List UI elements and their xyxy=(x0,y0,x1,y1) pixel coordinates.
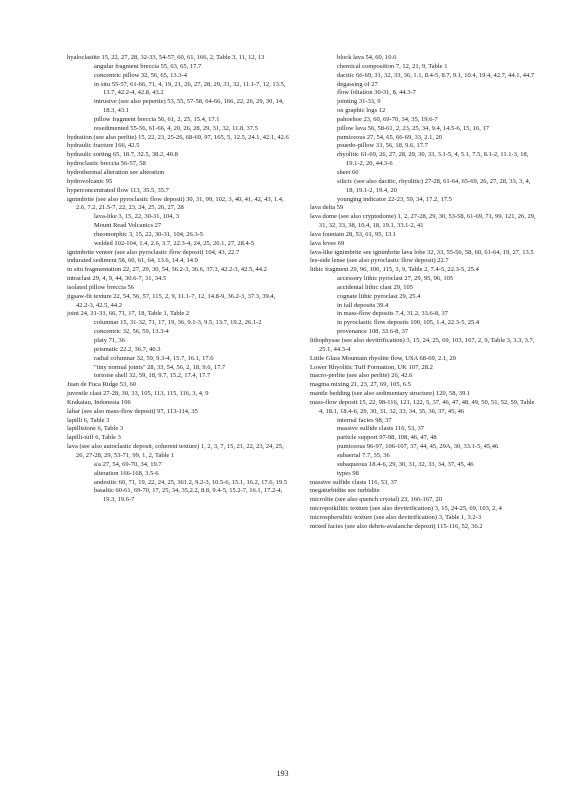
index-subentry: cognate lithic pyroclast 29, 25.4 xyxy=(337,292,421,300)
index-entry: hydrovolcanic 95 xyxy=(67,177,113,185)
index-subentry: a'a 27, 54, 69-70, 34, 19.7 xyxy=(94,460,162,468)
index-entry: ignimbrite (see also pyroclastic flow deposit) 30, 31, 99, 102, 3, 40, 41, 42, 43, 1.4, 2.6, 7.2, 21.5-7, 22, 23, 24, 25, 26, 27, 28 xyxy=(67,195,284,212)
index-entry: mantle bedding (see also sedimentary structure) 120, 58, 39.1 xyxy=(310,390,471,398)
index-subentry: columnar 15, 31-32, 71, 17, 19, 36, 9.1-3, 9.5, 13.7, 19.2, 26.1-2 xyxy=(94,319,262,327)
index-subentry: degassing of 27 xyxy=(337,80,378,88)
index-subentry: pillow fragment breccia 56, 61, 2, 25, 15.4, 17.1 xyxy=(94,115,220,123)
index-subentry: flow foliation 30-31, 8, 44.3-7 xyxy=(337,89,416,97)
index-entry: hydrothermal alteration see alteration xyxy=(67,168,165,176)
index-subentry: rhyolitic 61-69, 26, 27, 28, 29, 30, 33, 3.1-5, 4, 5.1, 7.5, 8.1-2, 11.1-3, 18, 19.1-2, 20, 44.3-6 xyxy=(337,151,529,168)
index-subentry: particle support 97-98, 108, 46, 47, 48 xyxy=(337,434,437,442)
index-entry: megaturbidite see turbidite xyxy=(310,487,380,495)
index-entry: hydraulic fracture 166, 42.5 xyxy=(67,142,140,150)
index-subentry: silicic (see also dacitic, rhyolitic) 27-28, 61-64, 65-69, 26, 27, 28, 33, 3, 4, 18, 19.1-2, 19.4, 20 xyxy=(337,177,531,194)
index-subentry: accessory lithic pyroclast 27, 29, 95, 96, 105 xyxy=(337,275,454,283)
index-subentry: subaerial 7.7, 35, 36 xyxy=(337,451,390,459)
index-subentry: platy 71, 36 xyxy=(94,337,125,344)
index-subentry: block lava 54, 60, 10.6 xyxy=(337,54,397,61)
index-entry: lava-like ignimbrite see ignimbrite lava lobe 32, 33, 55-56, 58, 60, 61-64, 19, 27, 13.5 xyxy=(310,248,534,256)
index-column-left xyxy=(67,54,290,505)
index-entry: jigsaw-fit texture 22, 54, 56, 57, 115, 2, 9, 11.1-7, 12, 14.8-9, 36.2-3, 37.3, 39.4, 42.2-3, 42.5, 44.2 xyxy=(67,292,276,309)
index-entry: magma mixing 21, 23, 27, 69, 105, 6.5 xyxy=(310,381,411,389)
index-subentry: jointing 31-33, 9 xyxy=(337,98,381,106)
index-subentry: radial columnar 32, 59, 9.3-4, 15.7, 16.1, 17.6 xyxy=(94,354,214,362)
index-entry: lapilli 6, Table 3 xyxy=(67,416,110,424)
index-subentry: "tiny normal joints" 28, 33, 54, 56, 2, 18, 9.6, 17.7 xyxy=(94,363,226,371)
index-subentry: prismatic 22.2, 36.7, 40.3 xyxy=(94,345,161,353)
index-entry: lithic fragment 29, 96, 100, 115, 3, 9, Table 2, 7.4-5, 22.3-5, 25.4 xyxy=(310,266,479,274)
index-subentry: massive sulfide clasts 116, 53, 37 xyxy=(337,425,424,433)
index-entry: hydraulic sorting 65, 18.7, 32.5, 38.2, 40.8 xyxy=(67,151,178,159)
index-entry: lava dome (see also cryptodome) 1, 2, 27-28, 29, 30, 53-58, 61-69, 71, 99, 121, 26, 29, 31, 32, 33, 38, 10.4, 18, 19.1, 33.1-2, 41 xyxy=(310,213,536,230)
index-entry: Little Glass Mountain rhyolite flow, USA 68-69, 2.1, 20 xyxy=(310,354,456,362)
index-subentry: in pyroclastic flow deposits 100, 105, 1.4, 22.3-5, 25.4 xyxy=(337,319,480,327)
index-entry: hydroclastic breccia 56-57, 58 xyxy=(67,160,146,168)
index-entry: lava (see also autoclastic deposit, coherent texture) 1, 2, 3, 7, 15, 21, 22, 23, 24, 25, 26, 27-28, 29, 53-71, 99, 1, 2, Table 1 xyxy=(67,443,284,459)
index-subentry: pumiceous 27, 54, 65, 66-69, 33, 2.1, 20 xyxy=(337,133,443,141)
index-entry: lahar (see also mass-flow deposit) 97, 113-114, 35 xyxy=(67,407,198,415)
index-subentry: rheomorphic 3, 15, 22, 30-31, 104, 26.3-5 xyxy=(94,230,204,238)
index-subentry: younging indicator 22-23, 59, 34, 17.2, 17.5 xyxy=(337,195,452,203)
index-subentry: internal facies 98, 37 xyxy=(337,416,392,424)
index-entry: massive sulfide clasts 116, 53, 37 xyxy=(310,478,397,486)
index-entry: ignimbrite veneer (see also pyroclastic flow deposit) 104, 43, 22.7 xyxy=(67,248,240,256)
index-entry: lithophysae (see also devitrification) 3, 15, 24, 25, 69, 103, 167, 2, 9, Table 3, 3.3, 3.7, 25.1, 44.3-4 xyxy=(310,337,535,353)
index-subentry: dacitic 66-69, 31, 32, 33, 36, 1.1, 8.4-5, 8.7, 9.1, 10.4, 19.4, 42.7, 44.1, 44.7 xyxy=(337,71,535,79)
index-entry: mass-flow deposit 15, 22, 98-116, 121, 122, 5, 37, 46, 47, 48, 49, 50, 51, 52, 59, Table 4, 18.1, 18.4-6, 29, 30, 31, 32, 33, 34, 35, 36, 37, 45, 46 xyxy=(310,398,535,415)
index-entry: hyaloclastite 15, 22, 27, 28, 32-33, 54-57, 60, 61, 166, 2, Table 3, 11, 12, 13 xyxy=(67,54,265,61)
index-entry: lava fountain 28, 53, 61, 95, 13.1 xyxy=(310,230,397,238)
index-subentry: concentric pillow 32, 56, 65, 13.3-4 xyxy=(94,71,187,79)
index-entry: lava delta 59 xyxy=(310,204,344,212)
index-entry: in situ fragmentation 22, 27, 29, 30, 54, 36.2-3, 36.6, 37.3, 42.2-3, 42.5, 44.2 xyxy=(67,266,267,274)
index-entry: intraclast 29, 4, 9, 44, 30.6-7, 31, 34.5 xyxy=(67,275,167,283)
index-subentry: subaqueous 18.4-6, 29, 30, 31, 32, 33, 34, 37, 45, 46 xyxy=(337,460,474,468)
index-entry: lava levee 69 xyxy=(310,239,345,247)
index-entry: hyperconcentrated flow 113, 35.5, 35.7 xyxy=(67,186,169,194)
index-subentry: angular fragment breccia 55, 63, 65, 17.7 xyxy=(94,62,202,70)
index-subentry: provenance 108, 33.6-8, 37 xyxy=(337,328,409,336)
index-subentry: pumiceous 96-97, 106-107, 37, 44, 45, 29A, 30, 33.1-5, 45,46 xyxy=(337,443,499,451)
index-entry: lapilli-tuff 6, Table 3 xyxy=(67,434,121,442)
index-subentry: Mount Read Volcanics 27 xyxy=(94,222,162,230)
index-entry: juvenile clast 27-28, 30, 33, 105, 113, 115, 116, 3, 4, 9 xyxy=(67,390,209,398)
index-subentry: lava-like 3, 15, 22, 30-31, 104, 3 xyxy=(94,213,180,221)
index-entry: hydration (see also perlite) 15, 22, 23, 25-26, 68-69, 97, 165, 5, 12.5, 24.1, 42.1, 42.6 xyxy=(67,133,289,141)
index-entry: Lower Rhyolitic Tuff Formation, UK 107, 28.2 xyxy=(310,363,433,371)
index-entry: Juan de Fuca Ridge 53, 60 xyxy=(67,381,136,389)
index-subentry: basaltic 60-61, 69-70, 17, 25, 34, 35,2.2, 8.8, 9.4-5, 15.2-7, 16.1, 17.2-4, 19.3, 19.6-7 xyxy=(94,487,283,504)
index-entry: micropoikilitic texture (see also devitrification) 3, 15, 24-25, 69, 103, 2, 4 xyxy=(310,505,502,513)
index-subentry: intrusive (see also peperite) 53, 55, 57-58, 64-66, 166, 22, 26, 29, 30, 14, 18.3, 43.1 xyxy=(94,98,284,115)
index-subentry: chemical composition 7, 12, 21, 9, Table 1 xyxy=(337,62,448,70)
index-entry: microspherulitic texture (see also devitrification) 3, Table 1, 3.2-3 xyxy=(310,513,482,521)
index-column-right xyxy=(310,54,536,532)
index-entry: lapillistone 6, Table 3 xyxy=(67,425,124,433)
index-entry: macro-perlite (see also perlite) 26, 42.6 xyxy=(310,372,413,380)
index-entry: mixed facies (see also debris-avalanche deposit) 115-116, 52, 36.2 xyxy=(310,522,483,530)
index-subentry: alteration 166-168, 3.5-6 xyxy=(94,469,159,477)
index-subentry: welded 102-104, 1.4, 2.6, 3.7, 22.3-4, 24, 25, 26.1, 27, 28.4-5 xyxy=(94,239,255,247)
index-subentry: psuedo-pillow 33, 56, 18, 9.6, 17.7 xyxy=(337,142,428,150)
page-number: 193 xyxy=(276,769,289,778)
index-subentry: in situ 55-57, 61-66, 71, 4, 19, 21, 26, 27, 28, 29, 31, 32, 11.1-7, 12, 13.5, 13.7, 42.2-4, 42.8, 43.2 xyxy=(94,80,286,97)
index-subentry: tortoise shell 32, 59, 18, 9.7, 15.2, 17.4, 17.7 xyxy=(94,372,211,380)
index-entry: joint 24, 31-33, 66, 71, 17, 18, Table 1, Table 2 xyxy=(67,310,190,318)
index-subentry: accidental lithic clast 29, 105 xyxy=(337,283,413,291)
index-subentry: pahoehoe 23, 60, 69-70, 34, 35, 19.6-7 xyxy=(337,115,438,123)
index-subentry: andesitic 60, 71, 19, 22, 24, 25, 361.2, 9.2-3, 10.5-6, 15.1, 16.2, 17.6, 19.5 xyxy=(94,478,288,486)
index-subentry: types 98 xyxy=(337,469,359,477)
index-subentry: sheet 60 xyxy=(337,168,359,176)
index-subentry: in mass-flow deposits 7.4, 31.2, 33.6-8, 37 xyxy=(337,310,448,318)
index-subentry: pillow lava 56, 58-61, 2, 23, 25, 34, 9.4, 14.5-6, 15, 16, 17 xyxy=(337,124,490,132)
index-subentry: in fall deposits 39.4 xyxy=(337,301,389,309)
index-subentry: resedimented 55-56, 61-66, 4, 20, 26, 28, 29, 31, 32, 11.8, 37.5 xyxy=(94,124,258,132)
index-entry: microlite (see also quench crystal) 23, 166-167, 20 xyxy=(310,496,442,504)
index-entry: indurated sediment 58, 60, 61, 64, 13.6, 14.4, 14.9 xyxy=(67,257,198,265)
index-entry: isolated pillow breccia 56 xyxy=(67,283,134,291)
index-entry: Krakatau, Indonesia 106 xyxy=(67,398,131,406)
index-subentry: on graphic logs 12 xyxy=(337,107,386,115)
index-entry: lee-side lense (see also pyroclastic flow deposit) 22.7 xyxy=(310,257,449,265)
index-subentry: concentric 32, 56, 59, 13.3-4 xyxy=(94,328,169,336)
